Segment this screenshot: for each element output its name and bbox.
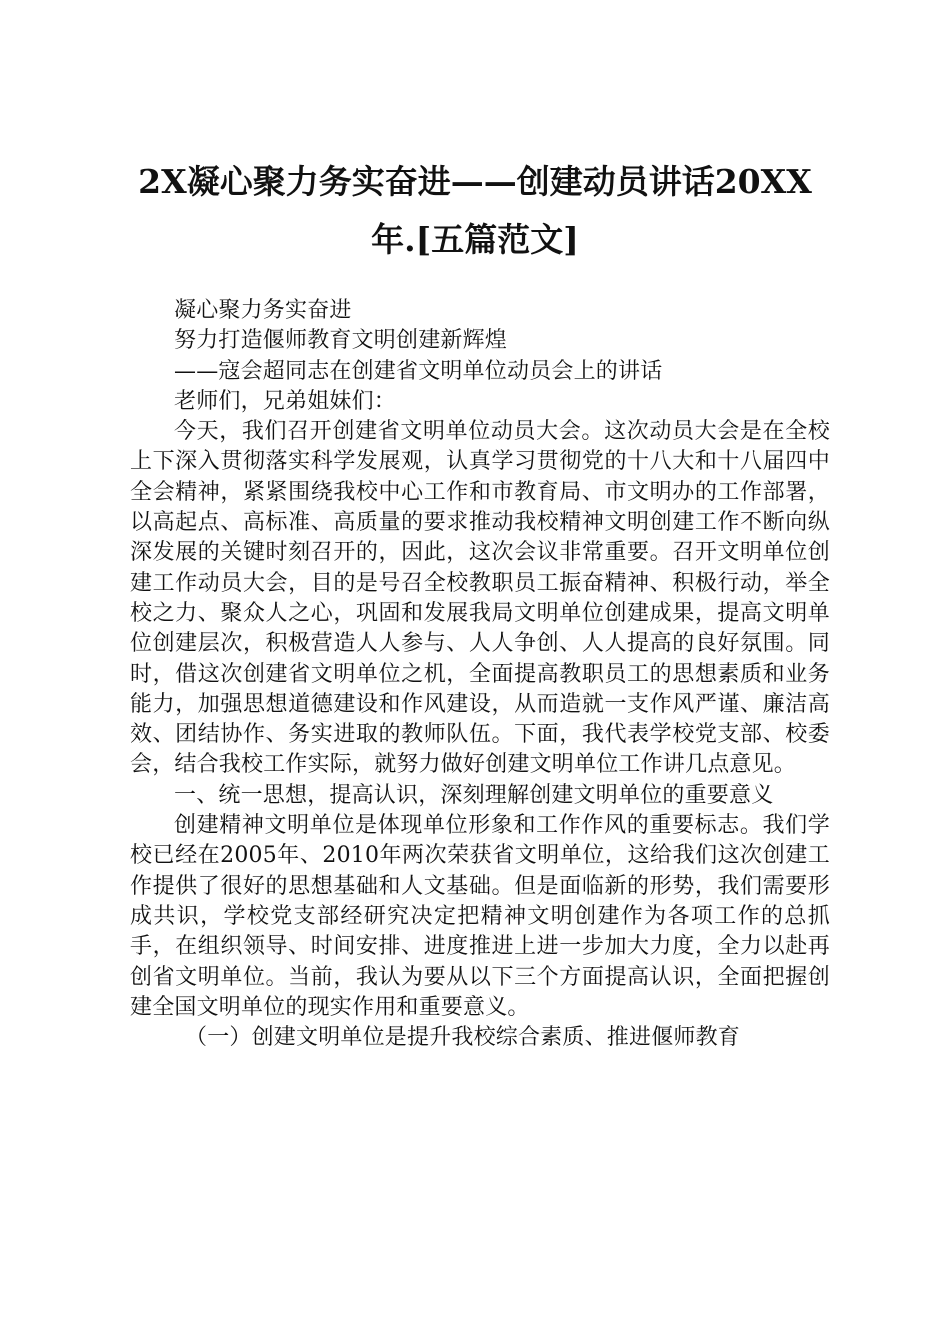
speech-byline: ——寇会超同志在创建省文明单位动员会上的讲话 (174, 358, 663, 384)
speech-subheading: 努力打造偃师教育文明创建新辉煌 (174, 328, 508, 354)
paragraph-section-1: 创建精神文明单位是体现单位形象和工作作风的重要标志。我们学校已经在2005年、2010年两次荣获省文明单位，这给我们这次创建工作提供了很好的思想基础和人文基础。但是面临新的形势，我们需要形成共识，学校党支部经研究决定把精神文明创建作为各项工作的总抓手，在组织领导、时间安排、进度推进上进一步加大力度，全力以赴再创省文明单位。当前，我认为要从以下三个方面提高认识，全面把握创建全国文明单位的现实作用和重要意义。 (130, 813, 830, 1020)
speech-heading: 凝心聚力务实奋进 (174, 298, 352, 323)
section-heading-1: 一、统一思想，提高认识，深刻理解创建文明单位的重要意义 (174, 782, 774, 808)
salutation: 老师们，兄弟姐妹们： (174, 388, 397, 414)
paragraph-intro: 今天，我们召开创建省文明单位动员大会。这次动员大会是在全校上下深入贯彻落实科学发展观，认真学习贯彻党的十八大和十八届四中全会精神，紧紧围绕我校中心工作和市教育局、市文明办的工作部署，以高起点、高标准、高质量的要求推动我校精神文明创建工作不断向纵深发展的关键时刻召开的，因此，这次会议非常重要。召开文明单位创建工作动员大会，目的是号召全校教职员工振奋精神、积极行动，举全校之力、聚众人之心，巩固和发展我局文明单位创建成果，提高文明单位创建层次，积极营造人人参与、人人争创、人人提高的良好氛围。同时，借这次创建省文明单位之机，全面提高教职员工的思想素质和业务能力，加强思想道德建设和作风建设，从而造就一支作风严谨、廉洁高效、团结协作、务实进取的教师队伍。下面，我代表学校党支部、校委会，结合我校工作实际，就努力做好创建文明单位工作讲几点意见。 (130, 419, 830, 778)
document-body (130, 296, 830, 1053)
document-title-line-2: 年.[五篇范文] (371, 220, 579, 259)
subsection-heading-1: （一）创建文明单位是提升我校综合素质、推进偃师教育 (185, 1025, 741, 1051)
document-title-line-1: 2X凝心聚力务实奋进——创建动员讲话20XX (138, 162, 812, 201)
